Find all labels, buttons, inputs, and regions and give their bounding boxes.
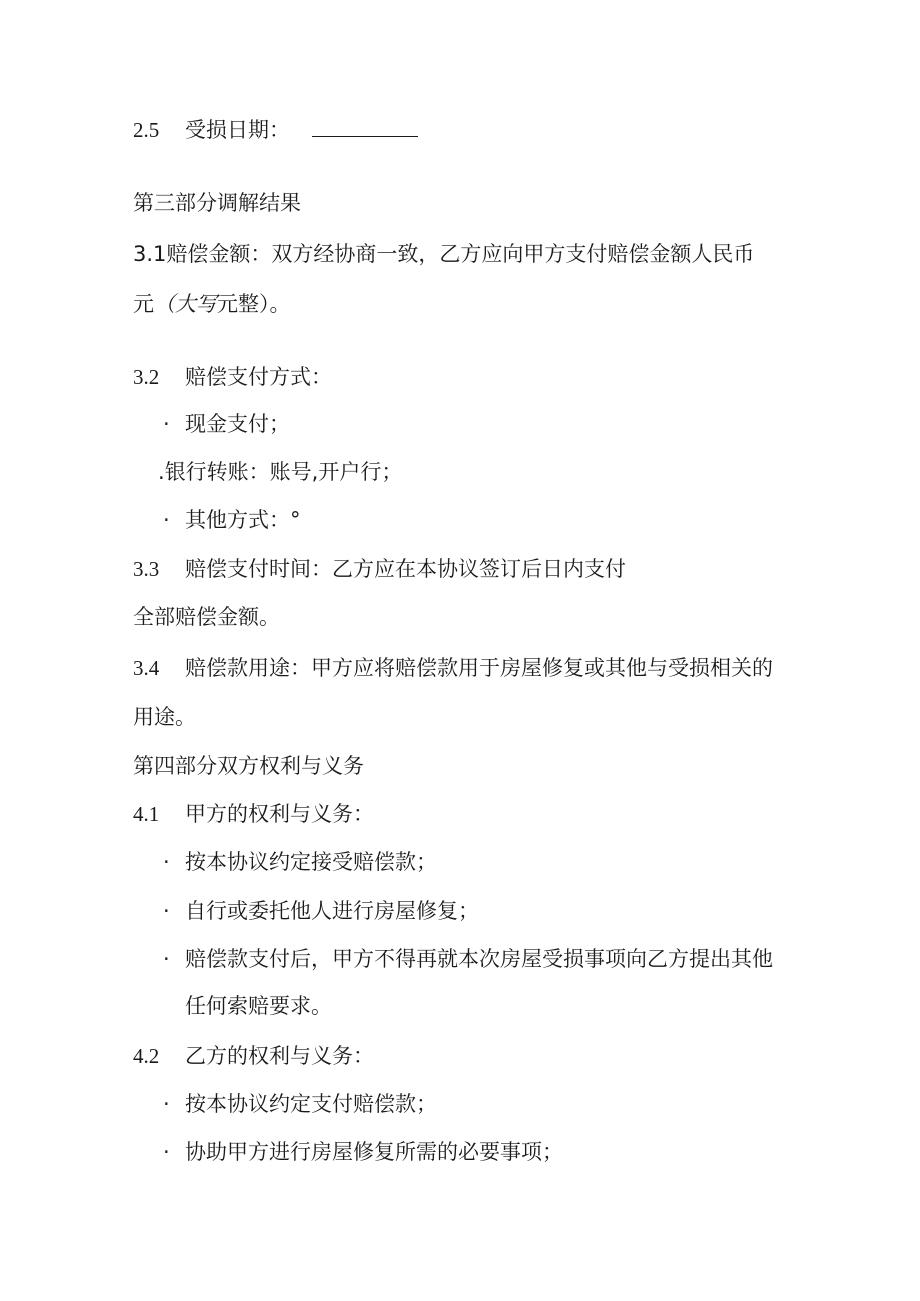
list-item [163, 848, 437, 876]
section-heading: 第三部分调解结果 [133, 191, 301, 215]
item-3-2 [133, 363, 332, 391]
item-3-1-line2 [133, 290, 291, 318]
item-number: 3.2 [133, 365, 160, 389]
amount-suffix: 元整）。 [217, 292, 291, 316]
list-item-text: 按本协议约定接受赔偿款； [185, 850, 437, 874]
list-item-text: 自行或委托他人进行房屋修复； [185, 899, 479, 923]
item-4-1 [133, 800, 374, 828]
item-label: 乙方的权利与义务： [185, 1044, 374, 1068]
list-item-text: 赔偿款支付后，甲方不得再就本次房屋受损事项向乙方提出其他 [185, 947, 773, 971]
item-3-1-line1: 3.1赔偿金额：双方经协商一致，乙方应向甲方支付赔偿金额人民币 [133, 242, 755, 266]
payment-option [163, 410, 290, 438]
uppercase-amount-label: （大写 [154, 292, 217, 316]
bullet-dot: · [163, 899, 170, 923]
bullet-dot: · [163, 947, 170, 971]
section-heading: 第四部分双方权利与义务 [133, 754, 364, 778]
list-item-text: 按本协议约定支付赔偿款； [185, 1092, 437, 1116]
item-number: 4.1 [133, 802, 160, 826]
item-3-3 [133, 555, 626, 583]
item-3-4-continuation: 用途。 [133, 705, 196, 729]
item-label: 甲方的权利与义务： [185, 802, 374, 826]
bullet-dot: · [163, 412, 170, 436]
item-3-3-continuation: 全部赔偿金额。 [133, 605, 280, 629]
payment-option [158, 458, 402, 486]
list-item [163, 897, 479, 925]
bullet-dot: · [163, 850, 170, 874]
list-item-text: 协助甲方进行房屋修复所需的必要事项； [185, 1140, 563, 1164]
bullet-dot: · [163, 1092, 170, 1116]
list-item-continuation: 任何索赔要求。 [185, 994, 332, 1018]
item-2-5 [133, 116, 418, 144]
item-number: 3.4 [133, 656, 160, 680]
item-text: 赔偿支付时间：乙方应在本协议签订后日内支付 [185, 557, 626, 581]
bullet-dot: · [163, 508, 170, 532]
currency-unit: 元 [133, 292, 154, 316]
item-label: 受损日期： [185, 118, 290, 142]
item-number: 2.5 [133, 118, 160, 142]
item-text: 赔偿款用途：甲方应将赔偿款用于房屋修复或其他与受损相关的 [185, 656, 773, 680]
item-number: 4.2 [133, 1044, 160, 1068]
item-3-4 [133, 654, 773, 682]
payment-option [163, 506, 301, 534]
item-4-2 [133, 1042, 374, 1070]
item-label: 赔偿支付方式： [185, 365, 332, 389]
bullet-dot: · [163, 1140, 170, 1164]
fill-in-blank [312, 116, 418, 137]
item-number: 3.3 [133, 557, 160, 581]
list-item [163, 945, 773, 973]
bullet-dot: . [158, 460, 165, 484]
option-text: 银行转账：账号,开户行； [164, 460, 403, 484]
list-item [163, 1090, 437, 1118]
list-item [163, 1138, 563, 1166]
option-text: 现金支付； [185, 412, 290, 436]
option-text: 其他方式：° [185, 508, 301, 532]
